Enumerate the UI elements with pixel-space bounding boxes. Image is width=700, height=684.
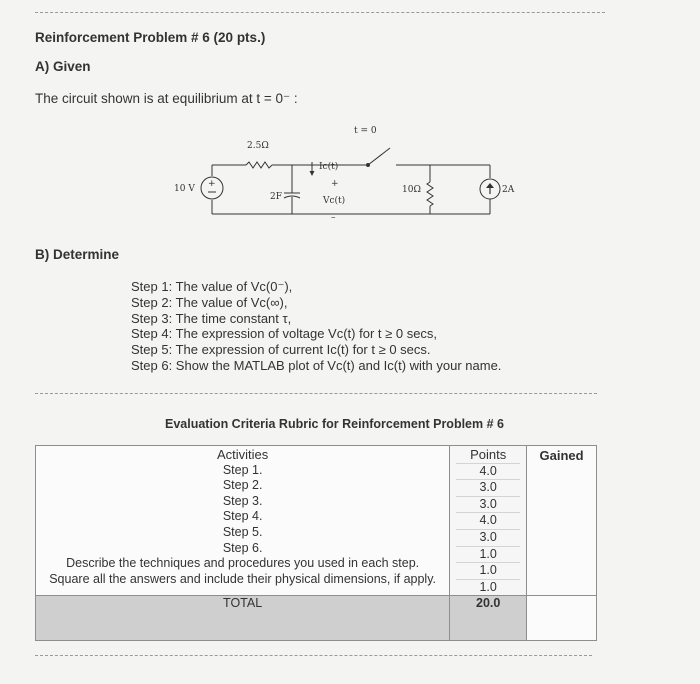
points-value: 1.0: [479, 579, 497, 594]
given-text: The circuit shown is at equilibrium at t = 0⁻ :: [35, 91, 298, 106]
switch-blade: [368, 148, 390, 165]
steps-list: [131, 279, 501, 374]
activity-item: Describe the techniques and procedures you used in each step.: [66, 556, 420, 571]
points-value: 3.0: [456, 530, 520, 547]
svg-text:+: +: [208, 179, 216, 189]
activities-column: [36, 446, 450, 596]
gained-column: [527, 446, 597, 596]
step-item: Step 6: Show the MATLAB plot of Vc(t) and Ic(t) with your name.: [131, 357, 502, 373]
points-header: Points: [456, 447, 520, 464]
step-item: Step 4: The expression of voltage Vc(t) for t ≥ 0 secs,: [131, 326, 438, 342]
top-divider: [35, 12, 605, 13]
total-label: TOTAL: [223, 596, 263, 611]
total-gained-cell: [527, 596, 597, 641]
step-item: Step 1: The value of Vc(0⁻),: [131, 279, 293, 294]
resistor-10-ohm: [427, 182, 433, 206]
vc-label: Vc(t): [323, 196, 346, 206]
section-b-heading: B) Determine: [35, 247, 120, 262]
points-value: 3.0: [456, 480, 520, 497]
step-item: Step 3: The time constant τ,: [131, 310, 292, 326]
problem-title: Reinforcement Problem # 6 (20 pts.): [35, 30, 266, 45]
activity-item: Step 5.: [222, 524, 263, 539]
middle-divider: [35, 393, 597, 394]
circuit-diagram: [150, 118, 530, 230]
activities-header: Activities: [216, 447, 269, 462]
vc-minus-label: –: [331, 213, 336, 223]
capacitor-label: 2F: [270, 192, 282, 202]
activity-item: Square all the answers and include their physical dimensions, if apply.: [49, 571, 437, 586]
points-value: 1.0: [456, 547, 520, 564]
section-a-heading: A) Given: [35, 59, 91, 74]
points-column: [450, 446, 527, 596]
activity-item: Step 3.: [222, 493, 263, 508]
step-item: Step 2: The value of Vc(∞),: [131, 294, 288, 310]
points-value: 1.0: [456, 563, 520, 580]
rubric-title: Evaluation Criteria Rubric for Reinforcement Problem # 6: [165, 417, 504, 431]
ic-label: Ic(t): [319, 162, 339, 172]
resistor-2-5-ohm: [246, 162, 272, 168]
total-points-cell: [450, 596, 527, 641]
total-points: 20.0: [476, 596, 501, 611]
total-label-cell: [36, 596, 450, 641]
gained-header: Gained: [539, 448, 584, 463]
points-value: 4.0: [456, 513, 520, 530]
r2-label: 10Ω: [402, 185, 421, 195]
r1-label: 2.5Ω: [247, 141, 269, 151]
bottom-divider: [35, 655, 592, 656]
activity-item: Step 4.: [222, 509, 263, 524]
source-label: 10 V: [174, 184, 195, 194]
current-source-label: 2A: [502, 185, 515, 195]
activity-item: Step 6.: [222, 540, 263, 555]
switch-time-label: t = 0: [354, 126, 377, 136]
activity-item: Step 1.: [222, 462, 263, 477]
rubric-table: [35, 445, 597, 641]
points-value: 4.0: [456, 464, 520, 481]
step-item: Step 5: The expression of current Ic(t) for t ≥ 0 secs.: [131, 342, 431, 358]
activity-item: Step 2.: [222, 478, 263, 493]
vc-plus-label: +: [331, 179, 339, 189]
points-value: 3.0: [456, 497, 520, 514]
